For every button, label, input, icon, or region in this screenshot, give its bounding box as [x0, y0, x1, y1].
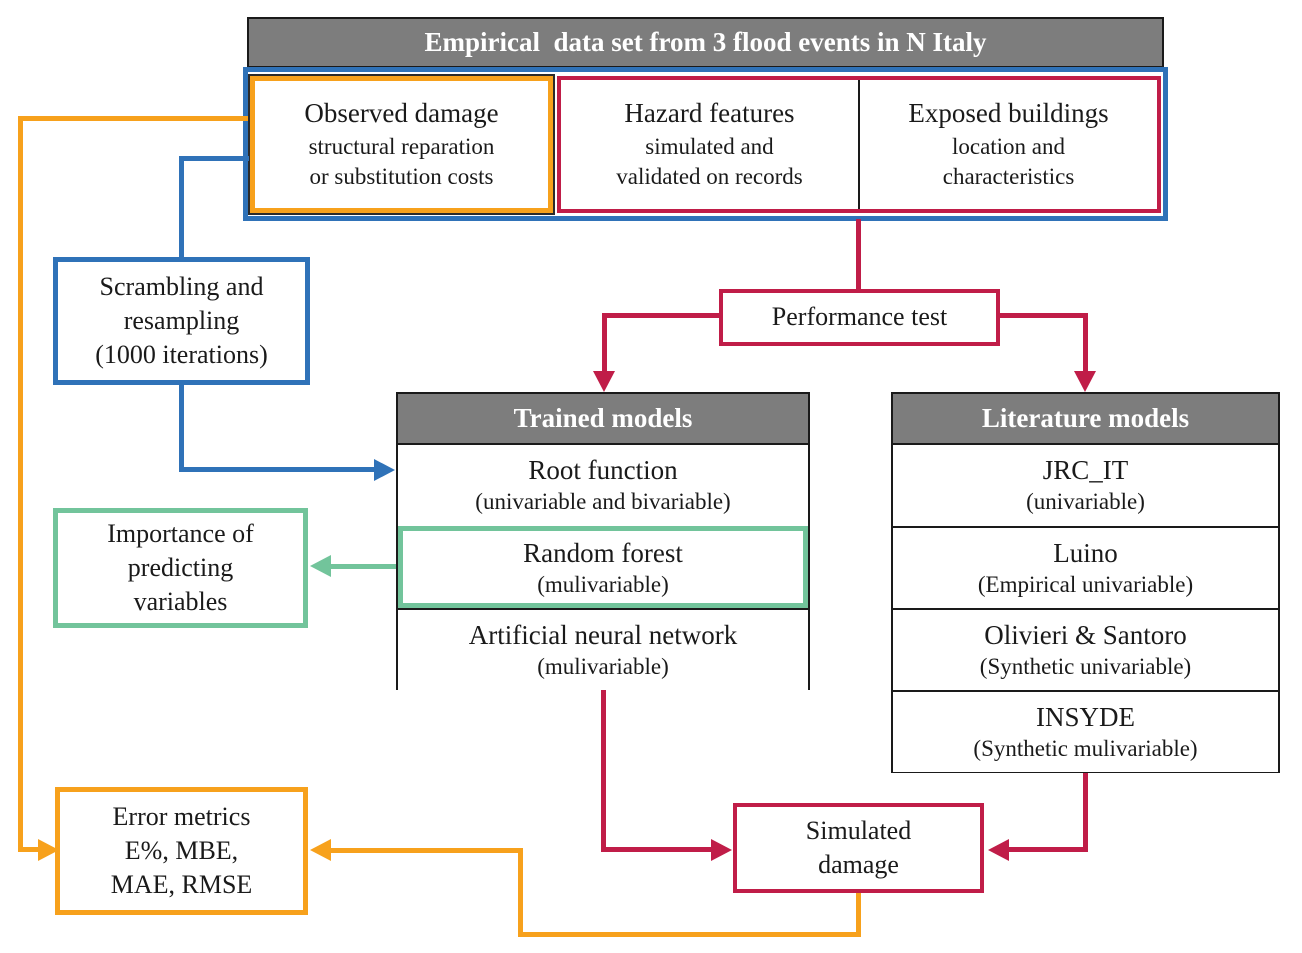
trained-row-subtitle: (mulivariable) — [537, 653, 669, 679]
edge-trained-to-simulated-horizontal — [601, 847, 713, 852]
literature-row-luino — [893, 526, 1278, 608]
edge-performance-to-literature-horizontal — [998, 313, 1088, 318]
simulated-damage-box — [733, 803, 984, 893]
trained-models-header: Trained models — [398, 394, 808, 445]
scrambling-line1: Scrambling and — [99, 271, 264, 301]
simulated-damage-line1: Simulated — [805, 815, 912, 845]
literature-row-subtitle: (Synthetic univariable) — [979, 653, 1192, 679]
hazard-features-line1: simulated and — [645, 133, 774, 159]
literature-row-jrc-it — [893, 445, 1278, 526]
literature-models-table — [891, 392, 1280, 773]
literature-row-title: Olivieri & Santoro — [984, 619, 1187, 650]
edge-literature-to-simulated-horizontal — [1008, 847, 1088, 852]
observed-damage-line2: or substitution costs — [309, 164, 494, 190]
edge-observed-to-scrambling-horizontal — [179, 156, 249, 161]
literature-row-title: INSYDE — [1036, 701, 1135, 732]
edge-scrambling-to-trained-arrowhead — [374, 459, 395, 481]
error-metrics-line1: Error metrics — [112, 801, 251, 831]
exposed-buildings-cell — [860, 80, 1157, 209]
trained-row-title: Random forest — [523, 537, 683, 568]
edge-performance-to-trained-arrowhead — [593, 371, 615, 392]
literature-row-insyde — [893, 690, 1278, 772]
observed-damage-box — [250, 76, 553, 213]
scrambling-box — [53, 257, 310, 385]
importance-line3: variables — [133, 587, 228, 617]
edge-simulated-to-error-arrowhead — [310, 839, 331, 861]
edge-trained-to-simulated-vertical — [601, 690, 606, 852]
edge-performance-to-trained-horizontal — [602, 313, 722, 318]
edge-observed-to-error-vertical — [18, 116, 23, 852]
edge-performance-to-literature-vertical — [1083, 313, 1088, 372]
edge-performance-to-literature-arrowhead — [1074, 371, 1096, 392]
hazard-features-cell — [561, 80, 858, 209]
observed-damage-line1: structural reparation — [308, 133, 495, 159]
importance-line1: Importance of — [107, 518, 254, 548]
exposed-buildings-line2: characteristics — [942, 164, 1075, 190]
literature-row-olivieri-santoro — [893, 608, 1278, 690]
hazard-features-title: Hazard features — [624, 98, 795, 129]
literature-row-title: Luino — [1053, 537, 1118, 568]
hazard-exposed-box — [557, 76, 1161, 213]
error-metrics-line2: E%, MBE, — [124, 835, 239, 865]
trained-row-title: Artificial neural network — [468, 619, 738, 650]
edge-observed-to-error-horizontal-bottom — [18, 847, 40, 852]
trained-row-random-forest — [398, 526, 808, 608]
literature-row-title: JRC_IT — [1042, 455, 1129, 486]
edge-trained-to-simulated-arrowhead — [711, 839, 732, 861]
literature-models-header: Literature models — [893, 394, 1278, 445]
importance-box — [53, 508, 308, 628]
exposed-buildings-title: Exposed buildings — [908, 98, 1109, 129]
dataset-header-bar: Empirical data set from 3 flood events in N Italy — [247, 17, 1164, 68]
trained-models-table — [396, 392, 810, 690]
edge-literature-to-simulated-vertical — [1083, 773, 1088, 852]
trained-row-subtitle: (univariable and bivariable) — [475, 489, 731, 514]
error-metrics-line3: MAE, RMSE — [110, 870, 253, 900]
hazard-features-line2: validated on records — [616, 164, 803, 190]
performance-test-box — [719, 289, 1000, 346]
trained-row-title: Root function — [528, 455, 678, 486]
exposed-buildings-line1: location and — [951, 133, 1066, 159]
edge-performance-to-trained-vertical — [602, 313, 607, 372]
literature-row-subtitle: (univariable) — [1026, 489, 1145, 514]
edge-simulated-to-error-horizontal-bottom — [518, 932, 861, 937]
edge-dataset-to-performance-vertical — [856, 219, 861, 291]
edge-randomforest-to-importance-horizontal — [330, 564, 397, 569]
scrambling-line2: resampling — [123, 305, 240, 335]
edge-observed-to-scrambling-vertical — [179, 156, 184, 257]
edge-simulated-to-error-vertical-right — [856, 893, 861, 937]
edge-literature-to-simulated-arrowhead — [988, 839, 1009, 861]
error-metrics-box — [55, 787, 308, 915]
scrambling-line3: (1000 iterations) — [95, 340, 268, 370]
trained-row-neural-network — [398, 608, 808, 690]
edge-observed-to-error-horizontal-top — [18, 116, 248, 121]
trained-row-subtitle: (mulivariable) — [537, 571, 669, 597]
edge-simulated-to-error-horizontal-top — [330, 848, 523, 853]
importance-line2: predicting — [127, 552, 234, 582]
edge-scrambling-to-trained-vertical — [179, 385, 184, 472]
trained-row-root-function — [398, 445, 808, 526]
literature-row-subtitle: (Empirical univariable) — [977, 571, 1194, 597]
observed-damage-title: Observed damage — [304, 98, 499, 129]
edge-randomforest-to-importance-arrowhead — [310, 555, 331, 577]
simulated-damage-line2: damage — [818, 850, 899, 879]
edge-simulated-to-error-vertical-mid — [518, 848, 523, 937]
edge-scrambling-to-trained-horizontal — [179, 467, 375, 472]
literature-row-subtitle: (Synthetic mulivariable) — [973, 735, 1198, 761]
performance-test-label: Performance test — [771, 302, 948, 332]
